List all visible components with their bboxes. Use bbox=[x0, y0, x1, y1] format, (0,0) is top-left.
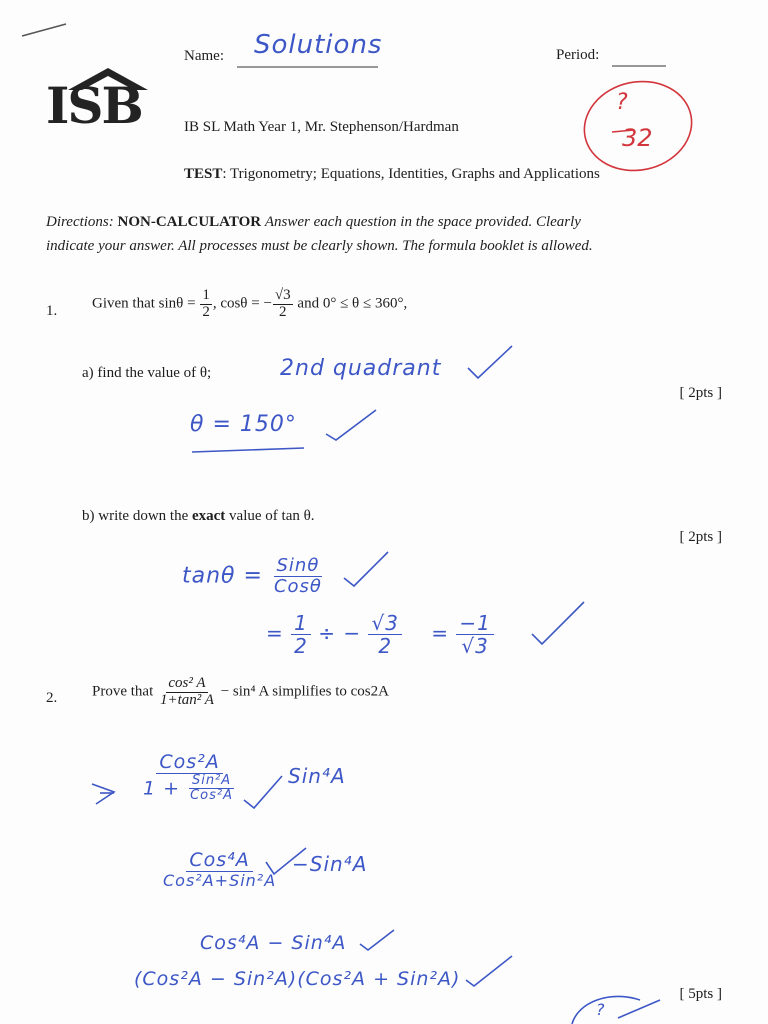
q2-prompt bbox=[92, 676, 389, 709]
q1b-ratio-den: Cosθ bbox=[273, 575, 322, 597]
q2-step-2-den: Cos²A+Sin²A bbox=[163, 870, 277, 890]
q1a-answer: θ = 150° bbox=[190, 412, 297, 437]
q1b-root-num: √3 bbox=[368, 612, 401, 635]
q1b-answer bbox=[456, 612, 493, 657]
q2-step-1-den-pre: 1 + bbox=[143, 777, 181, 800]
q1b-root-den: 2 bbox=[378, 634, 393, 658]
q1b-label-post: value of tan θ. bbox=[229, 508, 315, 524]
q1b-work-line-1 bbox=[182, 556, 325, 597]
score-numerator: ? bbox=[616, 90, 628, 115]
q2-frac-den: 1+tan² A bbox=[160, 691, 214, 708]
q1b-half-den: 2 bbox=[294, 634, 308, 658]
q1b-root bbox=[368, 612, 401, 657]
period-label: Period: bbox=[556, 47, 600, 63]
q2-step-1-num: Cos²A bbox=[156, 752, 222, 774]
q1a-label: a) find the value of θ; bbox=[82, 365, 212, 381]
q2-step-1-inner-den: Cos²A bbox=[190, 788, 234, 804]
q2-step-1-inner bbox=[187, 774, 236, 804]
directions-label: Directions: bbox=[46, 214, 114, 230]
q1b-tan: tanθ = bbox=[182, 563, 263, 589]
q2-frac-num: cos² A bbox=[168, 675, 206, 691]
q1-sin-den: 2 bbox=[202, 303, 210, 320]
q1-range: and 0° ≤ θ ≤ 360°, bbox=[297, 295, 408, 312]
directions-line-2: indicate your answer. All processes must be clearly shown. The formula booklet is allowed. bbox=[46, 238, 593, 254]
q2-corner-mark: ? bbox=[596, 1000, 606, 1019]
q1-sin-fraction bbox=[200, 288, 212, 321]
directions-line-1 bbox=[46, 214, 581, 231]
q1b-ratio-num: Sinθ bbox=[274, 556, 323, 577]
q1b-half-num: 1 bbox=[291, 612, 311, 635]
q2-step-4: (Cos²A − Sin²A)(Cos²A + Sin²A) bbox=[134, 968, 461, 990]
score-denominator: 32 bbox=[622, 124, 653, 152]
q1b-label bbox=[82, 508, 315, 525]
q2-step-2-num: Cos⁴A bbox=[186, 850, 252, 872]
test-heading bbox=[184, 166, 600, 183]
q1-prompt bbox=[92, 288, 407, 321]
q1a-note: 2nd quadrant bbox=[280, 356, 442, 381]
q2-rest: − sin⁴ A simplifies to cos2A bbox=[220, 683, 389, 700]
q2-step-2 bbox=[160, 850, 279, 889]
q2-step-2-tail: −Sin⁴A bbox=[292, 852, 368, 876]
q2-step-1-inner-num: Sin²A bbox=[189, 774, 234, 789]
name-label: Name: bbox=[184, 48, 224, 64]
q1b-div: ÷ − bbox=[318, 621, 362, 645]
q2-step-1 bbox=[140, 752, 239, 803]
q1b-answer-den: √3 bbox=[461, 634, 489, 658]
q2-step-1-den bbox=[140, 774, 239, 804]
q1b-answer-num: −1 bbox=[456, 612, 493, 635]
q2-step-2-fraction bbox=[160, 850, 279, 889]
q1-prompt-start: Given that sinθ = bbox=[92, 295, 196, 312]
q1b-eq: = bbox=[266, 621, 284, 645]
q1b-half bbox=[291, 612, 311, 657]
q2-points: [ 5pts ] bbox=[679, 986, 722, 1002]
q2-step-1-tail: Sin⁴A bbox=[288, 764, 346, 788]
q1b-eq2: = bbox=[431, 621, 450, 645]
q2-step-1-fraction bbox=[140, 752, 239, 803]
q2-fraction bbox=[158, 676, 216, 709]
test-title: : Trigonometry; Equations, Identities, Graphs and Applications bbox=[222, 166, 600, 182]
q1b-points: [ 2pts ] bbox=[679, 529, 722, 545]
q1-sin-num: 1 bbox=[202, 287, 210, 303]
q2-step-3: Cos⁴A − Sin⁴A bbox=[200, 932, 347, 954]
q1-number: 1. bbox=[46, 303, 58, 319]
q1b-ratio bbox=[271, 556, 325, 597]
test-label: TEST bbox=[184, 166, 223, 182]
directions-bold: NON-CALCULATOR bbox=[117, 214, 262, 230]
q1b-label-pre: b) write down the bbox=[82, 508, 189, 524]
q1-cos-text: , cosθ = − bbox=[212, 295, 272, 312]
q1a-points: [ 2pts ] bbox=[679, 385, 722, 401]
q1-cos-num: √3 bbox=[274, 287, 291, 303]
name-value: Solutions bbox=[254, 30, 383, 60]
q1-cos-fraction bbox=[273, 288, 293, 321]
q2-number: 2. bbox=[46, 690, 58, 706]
logo-text: ISB bbox=[46, 76, 142, 135]
course-title: IB SL Math Year 1, Mr. Stephenson/Hardman bbox=[184, 119, 459, 135]
directions-rest: Answer each question in the space provided. Clearly bbox=[264, 214, 581, 230]
q1b-label-bold: exact bbox=[191, 508, 226, 524]
q1b-work-line-2 bbox=[266, 612, 494, 657]
q1-cos-den: 2 bbox=[279, 303, 287, 320]
q2-prove: Prove that bbox=[92, 683, 154, 700]
